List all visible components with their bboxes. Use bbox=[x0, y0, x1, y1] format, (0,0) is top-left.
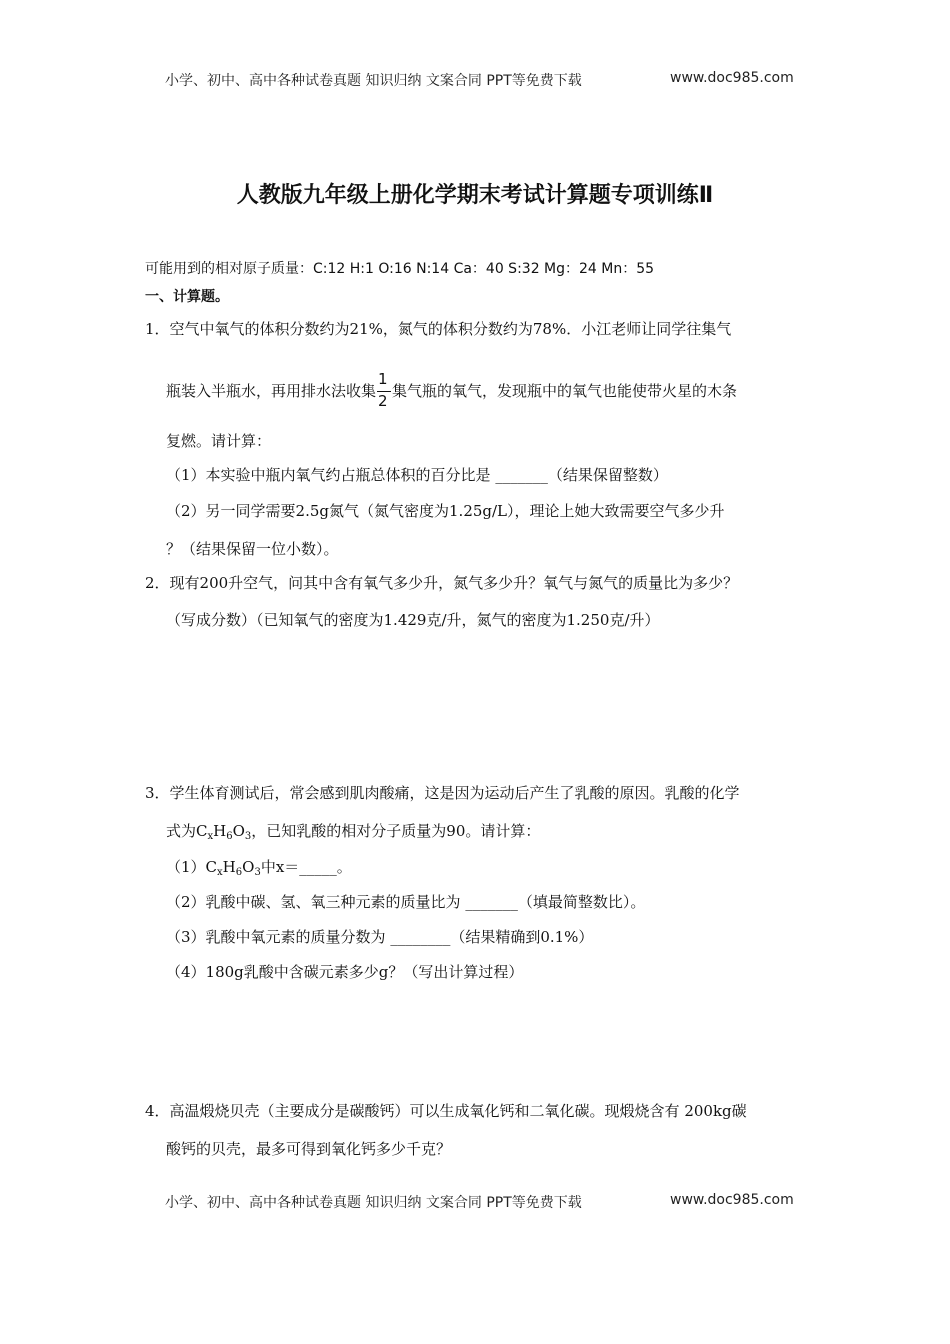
q2-line2: （写成分数）（已知氧气的密度为1.429克/升，氮气的密度为1.250克/升） bbox=[166, 611, 660, 629]
q1-line3: 复燃。请计算： bbox=[166, 432, 272, 450]
formula-sub-6: 6 bbox=[235, 867, 243, 878]
q3-sub1-pre: （1）C bbox=[166, 858, 218, 876]
page-footer-text: 小学、初中、高中各种试卷真题 知识归纳 文案合同 PPT等免费下载 bbox=[165, 1195, 582, 1211]
formula-h: H bbox=[222, 858, 236, 876]
formula-o: O bbox=[232, 822, 245, 840]
formula-sub-3: 3 bbox=[254, 867, 261, 878]
q3-line2-post: ，已知乳酸的相对分子质量为90。请计算： bbox=[251, 822, 541, 840]
section-heading: 一、计算题。 bbox=[145, 289, 229, 305]
q1-line2-post: 集气瓶的氧气，发现瓶中的氧气也能使带火星的木条 bbox=[392, 382, 738, 400]
fraction-denominator: 2 bbox=[378, 392, 388, 410]
q1-line2 bbox=[166, 372, 737, 412]
formula-sub-6: 6 bbox=[226, 831, 233, 842]
q3-line1: 3．学生体育测试后，常会感到肌肉酸痛，这是因为运动后产生了乳酸的原因。乳酸的化学 bbox=[145, 784, 740, 802]
q3-sub2: （2）乳酸中碳、氢、氧三种元素的质量比为 _______（填最简整数比）。 bbox=[166, 893, 646, 911]
q3-line2-pre: 式为C bbox=[166, 822, 208, 840]
formula-o: O bbox=[242, 858, 255, 876]
page-header-url[interactable]: www.doc985.com bbox=[670, 70, 794, 86]
fraction-numerator: 1 bbox=[378, 370, 388, 388]
formula-h: H bbox=[213, 822, 227, 840]
formula-sub-x: x bbox=[217, 867, 223, 878]
page-footer-url[interactable]: www.doc985.com bbox=[670, 1192, 794, 1208]
q4-line2: 酸钙的贝壳，最多可得到氧化钙多少千克？ bbox=[166, 1140, 452, 1158]
q3-sub4: （4）180g乳酸中含碳元素多少g？（写出计算过程） bbox=[166, 963, 524, 981]
page-header-text: 小学、初中、高中各种试卷真题 知识归纳 文案合同 PPT等免费下载 bbox=[165, 73, 582, 89]
q4-line1: 4．高温煅烧贝壳（主要成分是碳酸钙）可以生成氧化钙和二氧化碳。现煅烧含有 200kg碳 bbox=[145, 1102, 747, 1120]
q3-sub1-post: 中x＝_____。 bbox=[260, 858, 352, 876]
atomic-masses: 可能用到的相对原子质量：C:12 H:1 O:16 N:14 Ca：40 S:32 Mg：24 Mn：55 bbox=[145, 261, 655, 277]
half-fraction bbox=[377, 372, 391, 412]
q1-sub2b: ？（结果保留一位小数）。 bbox=[166, 540, 339, 558]
q1-line1: 1．空气中氧气的体积分数约为21%，氮气的体积分数约为78%．小江老师让同学往集气 bbox=[145, 320, 732, 338]
q1-line2-pre: 瓶装入半瓶水，再用排水法收集 bbox=[166, 382, 377, 400]
page-title: 人教版九年级上册化学期末考试计算题专项训练Ⅱ bbox=[236, 183, 714, 208]
formula-sub-x: x bbox=[207, 831, 214, 842]
q1-sub1: （1）本实验中瓶内氧气约占瓶总体积的百分比是 _______（结果保留整数） bbox=[166, 466, 668, 484]
q1-sub2: （2）另一同学需要2.5g氮气（氮气密度为1.25g/L），理论上她大致需要空气多少升 bbox=[166, 502, 725, 520]
q3-sub1 bbox=[166, 856, 352, 878]
formula-sub-3: 3 bbox=[244, 831, 252, 842]
q2-line1: 2．现有200升空气，问其中含有氧气多少升，氮气多少升？氧气与氮气的质量比为多少？ bbox=[145, 574, 739, 592]
q3-sub3: （3）乳酸中氧元素的质量分数为 ________（结果精确到0.1%） bbox=[166, 928, 594, 946]
q3-line2 bbox=[166, 820, 540, 842]
